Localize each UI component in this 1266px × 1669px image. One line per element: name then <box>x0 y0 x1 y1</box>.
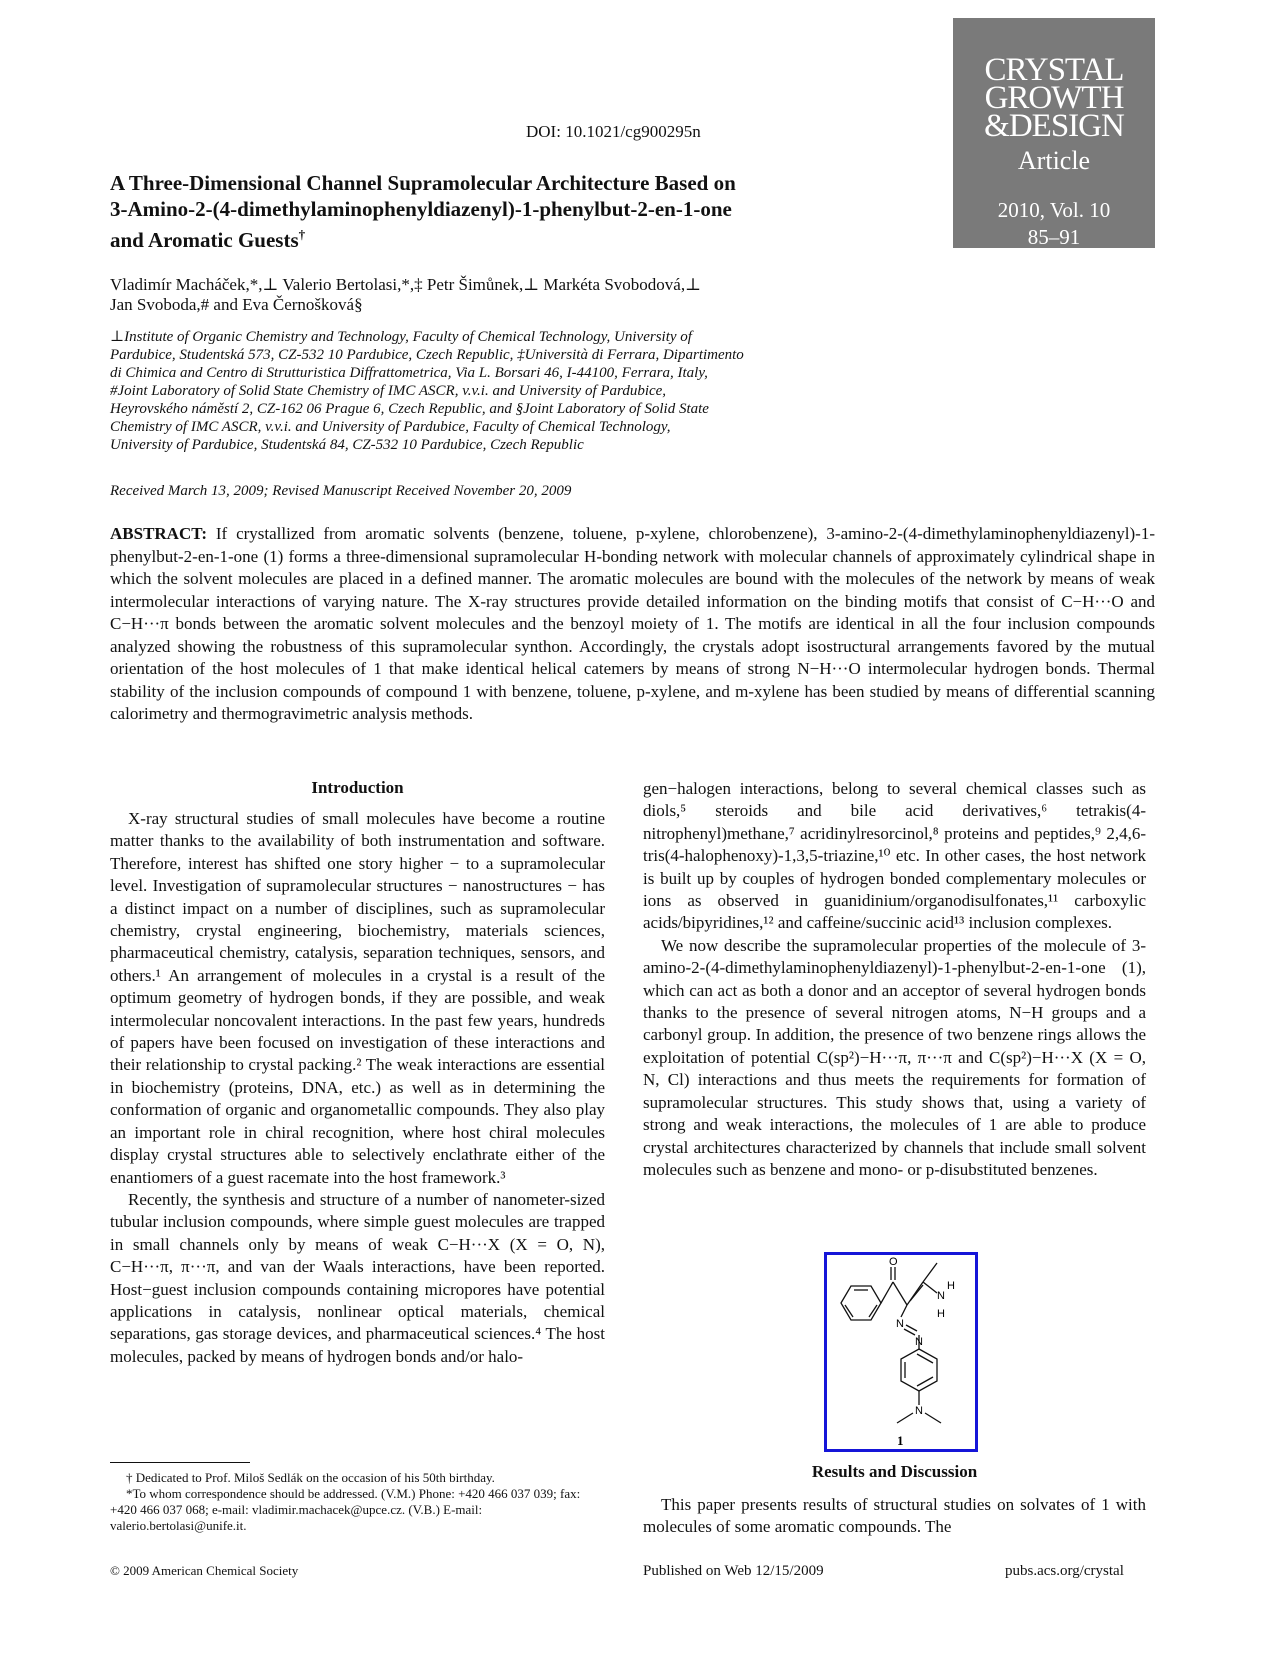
intro-paragraph-2: Recently, the synthesis and structure of a number of nanometer-sized tubular inclusion compounds, where simple guest molecules are trapped in small channels only by means of weak C−H···X (X = O, N), C−H···π, π···π, and van der Waals interactions, have been reported. Host−guest inclusion compounds containing micropores have potential applications in catalysis, nonlinear optical materials, chemical separations, gas storage devices, and pharmaceutical sciences.⁴ The host molecules, packed by means of hydrogen bonds and/or halo- <box>110 1189 605 1366</box>
atom-n-azo-2: N <box>915 1336 923 1348</box>
affiliation-line: Chemistry of IMC ASCR, v.v.i. and University of Pardubice, Faculty of Chemical Technology, <box>110 419 671 435</box>
copyright-notice: © 2009 American Chemical Society <box>110 1563 299 1578</box>
title-line3-text: and Aromatic Guests <box>110 228 299 252</box>
journal-url[interactable]: pubs.acs.org/crystal <box>1005 1563 1124 1579</box>
journal-volume: 2010, Vol. 10 <box>997 198 1111 222</box>
received-dates: Received March 13, 2009; Revised Manuscript Received November 20, 2009 <box>110 483 572 499</box>
intro-paragraph-4: We now describe the supramolecular properties of the molecule of 3-amino-2-(4-dimethylaminophenyldiazenyl)-1-phenylbut-2-en-1-one (1), which can act as both a donor and an acceptor of several hydrogen bonds thanks to the presence of several nitrogen atoms, N−H groups and a carbonyl group. In addition, the presence of two benzene rings allows the exploitation of potential C(sp²)−H···π, π···π and C(sp²)−H···X (X = O, N, Cl) interactions and thus meets the requirements for formation of supramolecular structures. This study shows that, using a variety of strong and weak interactions, the molecules of 1 are able to produce crystal architectures characterized by channels that include small solvent molecules such as benzene and mono- or p-disubstituted benzenes. <box>643 935 1146 1179</box>
journal-name-line2: GROWTH <box>984 80 1124 116</box>
affiliation-line: Pardubice, Studentská 573, CZ-532 10 Pardubice, Czech Republic, ‡Università di Ferrara, Dipartimento <box>110 347 744 363</box>
abstract-text: If crystallized from aromatic solvents (benzene, toluene, p-xylene, chlorobenzene), 3-amino-2-(4-dimethylaminophenyldiazenyl)-1-phenylbut-2-en-1-one (1) forms a three-dimensional supramolecular H-bonding network with molecular channels of approximately cylindrical shape in which the solvent molecules are placed in a defined manner. The aromatic molecules are bound with the molecules of the network by means of weak intermolecular interactions of varying nature. The X-ray structures provide detailed information on the binding motifs that consist of C−H···O and C−H···π bonds between the aromatic solvent molecules and the benzoyl moiety of 1. The motifs are identical in all the four inclusion compounds analyzed showing the robustness of this supramolecular synthon. Accordingly, the crystals adopt isostructural arrangements favored by the mutual orientation of the host molecules of 1 that make identical helical catemers by means of strong N−H···O intermolecular hydrogen bonds. Thermal stability of the inclusion compounds of compound 1 with benzene, toluene, p-xylene, and m-xylene has been studied by means of differential scanning calorimetry and thermogravimetric analysis methods. <box>110 524 1155 723</box>
results-heading: Results and Discussion <box>811 1462 978 1481</box>
authors-line2: Jan Svoboda,# and Eva Černošková§ <box>110 295 363 314</box>
phenyl-ring <box>841 1286 881 1320</box>
atom-n-amine: N <box>937 1290 945 1302</box>
paper-title <box>110 170 840 253</box>
footnote-divider <box>110 1462 250 1463</box>
title-dagger: † <box>298 227 306 242</box>
intro-paragraph-1: X-ray structural studies of small molecules have become a routine matter thanks to the availability of both instrumentation and software. Therefore, interest has shifted one story higher − to a supramolecular level. Investigation of supramolecular structures − nanostructures − has a distinct impact on a number of disciplines, such as supramolecular chemistry, crystal engineering, biochemistry, materials sciences, pharmaceutical chemistry, catalysis, separation techniques, sensors, and others.¹ An arrangement of molecules in a crystal is a result of the optimum geometry of hydrogen bonds, if they are possible, and weak intermolecular noncovalent interactions. In the past few years, hundreds of papers have been focused on investigation of these interactions and their relationship to crystal packing.² The weak interactions are essential in biochemistry (proteins, DNA, etc.) as well as in determining the conformation of organic and organometallic compounds. They also play an important role in chiral recognition, where host chiral molecules display crystal structures able to selectively enclathrate either of the enantiomers of a guest racemate into the host framework.³ <box>110 809 605 1187</box>
affiliations <box>110 328 870 454</box>
intro-paragraph-3: gen−halogen interactions, belong to several chemical classes such as diols,⁵ steroids and bile acid derivatives,⁶ tetrakis(4-nitrophenyl)methane,⁷ acridinylresorcinol,⁸ proteins and peptides,⁹ 2,4,6-tris(4-halophenoxy)-1,3,5-triazine,¹⁰ etc. In other cases, the host network is built up by couples of hydrogen bonded complementary molecules or ions as observed in guanidinium/organodisulfonates,¹¹ carboxylic acids/bipyridines,¹² and caffeine/succinic acid¹³ inclusion complexes. <box>643 779 1146 933</box>
journal-name-line1: CRYSTAL <box>984 52 1124 88</box>
results-paragraph <box>643 1494 1146 1539</box>
abstract <box>110 523 1155 726</box>
affiliation-line: ⊥Institute of Organic Chemistry and Technology, Faculty of Chemical Technology, University of <box>110 329 692 345</box>
affiliation-line: University of Pardubice, Studentská 84, CZ-532 10 Pardubice, Czech Republic <box>110 437 584 453</box>
compound-structure-figure <box>824 1252 978 1452</box>
atom-h-2: H <box>937 1308 945 1320</box>
author-list <box>110 275 840 315</box>
footnotes <box>110 1470 605 1534</box>
results-text: This paper presents results of structural studies on solvates of 1 with molecules of some aromatic compounds. The <box>643 1495 1146 1537</box>
atom-n-dimethyl: N <box>915 1405 923 1417</box>
footnote-correspondence: *To whom correspondence should be addressed. (V.M.) Phone: +420 466 037 039; fax: +420 466 037 068; e-mail: vladimir.machacek@upce.cz. (V.B.) E-mail: valerio.bertolasi@unife.it. <box>110 1486 581 1533</box>
right-column <box>643 778 1146 1181</box>
journal-name <box>953 52 1155 144</box>
journal-badge <box>953 18 1155 248</box>
title-line3 <box>110 222 840 253</box>
compound-1-structure <box>827 1255 975 1449</box>
introduction-heading: Introduction <box>311 778 404 797</box>
abstract-label: ABSTRACT: <box>110 524 207 543</box>
authors-line1: Vladimír Macháček,*,⊥ Valerio Bertolasi,*,‡ Petr Šimůnek,⊥ Markéta Svobodová,⊥ <box>110 275 702 294</box>
journal-name-line3: &DESIGN <box>984 108 1124 144</box>
footnote-dedication: † Dedicated to Prof. Miloš Sedlák on the occasion of his 50th birthday. <box>126 1470 495 1485</box>
atom-o: O <box>889 1256 898 1268</box>
affiliation-line: di Chimica and Centro di Strutturistica Diffrattometrica, Via L. Borsari 46, I-44100, Ferrara, Italy, <box>110 365 708 381</box>
atom-n-azo-1: N <box>896 1318 904 1330</box>
compound-label: 1 <box>897 1433 904 1448</box>
left-column <box>110 808 605 1368</box>
affiliation-line: Heyrovského náměstí 2, CZ-162 06 Prague 6, Czech Republic, and §Joint Laboratory of Solid State <box>110 401 709 417</box>
title-line1: A Three-Dimensional Channel Supramolecular Architecture Based on <box>110 171 736 195</box>
title-line2: 3-Amino-2-(4-dimethylaminophenyldiazenyl)-1-phenylbut-2-en-1-one <box>110 197 732 221</box>
publication-date: Published on Web 12/15/2009 <box>643 1563 824 1579</box>
article-type: Article <box>1017 146 1091 175</box>
journal-pages: 85–91 <box>1027 225 1081 249</box>
atom-h-1: H <box>947 1280 955 1292</box>
doi[interactable]: DOI: 10.1021/cg900295n <box>526 122 701 141</box>
affiliation-line: #Joint Laboratory of Solid State Chemistry of IMC ASCR, v.v.i. and University of Pardubice, <box>110 383 667 399</box>
